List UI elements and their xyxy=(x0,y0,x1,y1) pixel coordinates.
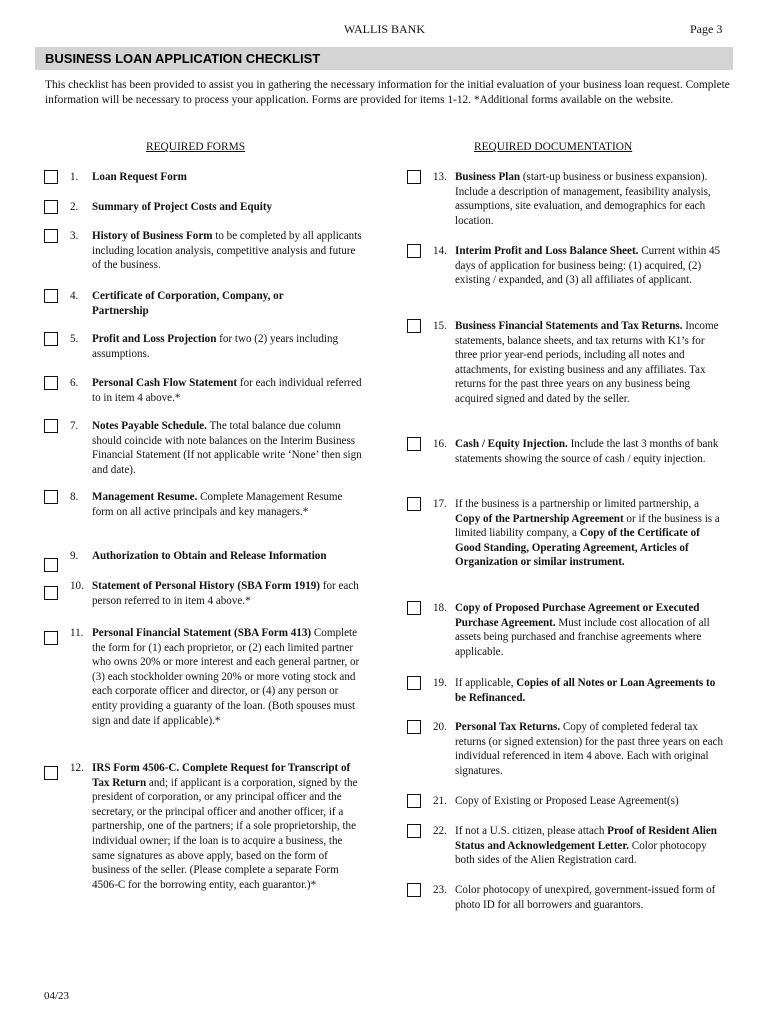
required-forms-heading: REQUIRED FORMS xyxy=(146,141,246,153)
item-text: Personal Tax Returns. Copy of completed federal tax returns (or signed extension) for the past three years on each individual referenced in item 4 above. Each with original signatures. xyxy=(455,721,723,777)
checklist-item xyxy=(407,794,727,809)
item-number: 4. xyxy=(70,290,79,302)
item-number: 14. xyxy=(433,245,447,257)
item-text: Cash / Equity Injection. Include the last 3 months of bank statements showing the source of cash / equity injection. xyxy=(455,438,719,465)
checklist-item xyxy=(407,824,727,868)
checkbox[interactable] xyxy=(44,558,58,572)
checkbox[interactable] xyxy=(44,376,58,390)
item-number: 22. xyxy=(433,825,447,837)
title-band xyxy=(35,47,733,70)
required-documentation-heading: REQUIRED DOCUMENTATION xyxy=(474,141,633,153)
item-text: Loan Request Form xyxy=(92,171,187,183)
page-number: Page 3 xyxy=(690,22,723,36)
checklist-item xyxy=(44,200,364,215)
checklist-item xyxy=(407,437,727,466)
checkbox[interactable] xyxy=(44,766,58,780)
revision-date: 04/23 xyxy=(44,990,70,1002)
checklist-item xyxy=(44,626,364,728)
item-number: 20. xyxy=(433,721,447,733)
item-text: Management Resume. Complete Management Resume form on all active principals and key managers.* xyxy=(92,491,343,518)
item-number: 13. xyxy=(433,171,447,183)
checklist-item xyxy=(407,319,727,407)
checkbox[interactable] xyxy=(44,419,58,433)
item-number: 17. xyxy=(433,498,447,510)
item-number: 2. xyxy=(70,201,79,213)
checklist-item xyxy=(407,170,727,228)
item-number: 8. xyxy=(70,491,79,503)
item-text: Authorization to Obtain and Release Information xyxy=(92,550,327,562)
item-text: Profit and Loss Projection for two (2) years including assumptions. xyxy=(92,333,339,360)
item-text: Copy of Proposed Purchase Agreement or Executed Purchase Agreement. Must include cost allocation of all assets being purchased and franchise agreements where applicable. xyxy=(455,602,710,658)
item-number: 11. xyxy=(70,627,84,639)
item-number: 21. xyxy=(433,795,447,807)
item-text: If applicable, Copies of all Notes or Loan Agreements to be Refinanced. xyxy=(455,677,716,704)
checkbox[interactable] xyxy=(44,586,58,600)
bank-name: WALLIS BANK xyxy=(344,22,425,36)
checkbox[interactable] xyxy=(44,170,58,184)
item-text: Summary of Project Costs and Equity xyxy=(92,201,273,213)
item-text: Notes Payable Schedule. The total balance due column should coincide with note balances on the Interim Business Financial Statement (If not applicable write ‘None’ then sign and date). xyxy=(92,420,362,476)
item-text: Interim Profit and Loss Balance Sheet. Current within 45 days of application for business being: (1) acquired, (2) existing / expanded, and (3) all affiliates of applicant. xyxy=(455,245,721,287)
item-number: 15. xyxy=(433,320,447,332)
item-number: 12. xyxy=(70,762,84,774)
item-number: 1. xyxy=(70,171,79,183)
item-text: Business Financial Statements and Tax Returns. Income statements, balance sheets, and tax returns with K1’s for three prior year-end periods, including all notes and attachments, for existing business and any affiliates. Tax returns for the past three years on any business being acquired signed and dated by the seller. xyxy=(455,320,719,405)
item-number: 19. xyxy=(433,677,447,689)
intro-paragraph: This checklist has been provided to assist you in gathering the necessary information for the initial evaluation of your business loan request. Complete information will be necessary to process your application. Forms are provided for items 1-12. *Additional forms available on the website. xyxy=(45,79,730,106)
item-text: Copy of Existing or Proposed Lease Agreement(s) xyxy=(455,795,679,807)
item-text: History of Business Form to be completed by all applicants including location analysis, competitive analysis and future of the business. xyxy=(92,230,362,272)
checkbox[interactable] xyxy=(407,601,421,615)
checkbox[interactable] xyxy=(407,676,421,690)
checkbox[interactable] xyxy=(407,244,421,258)
checkbox[interactable] xyxy=(407,883,421,897)
checklist-item xyxy=(44,229,364,273)
checkbox[interactable] xyxy=(407,720,421,734)
checkbox[interactable] xyxy=(407,170,421,184)
item-number: 9. xyxy=(70,550,79,562)
checklist-item xyxy=(44,761,364,892)
checkbox[interactable] xyxy=(407,794,421,808)
item-text: Business Plan (start-up business or business expansion). Include a description of management, feasibility analysis, assumptions, site evaluation, and demographics for each location. xyxy=(455,171,711,227)
checklist-item xyxy=(44,170,364,185)
checklist-item xyxy=(44,549,374,572)
item-text: Certificate of Corporation, Company, or Partnership xyxy=(92,290,284,317)
checklist-item xyxy=(44,289,364,318)
checkbox[interactable] xyxy=(407,824,421,838)
checklist-item xyxy=(44,579,364,608)
item-number: 23. xyxy=(433,884,447,896)
checklist-item xyxy=(407,720,727,778)
item-number: 3. xyxy=(70,230,79,242)
checkbox[interactable] xyxy=(407,319,421,333)
checkbox[interactable] xyxy=(44,289,58,303)
checklist-item xyxy=(407,601,727,659)
checklist-item xyxy=(407,676,727,705)
item-number: 6. xyxy=(70,377,79,389)
item-text: Color photocopy of unexpired, government-issued form of photo ID for all borrowers and guarantors. xyxy=(455,884,716,911)
item-text: If not a U.S. citizen, please attach Proof of Resident Alien Status and Acknowledgement Letter. Color photocopy both sides of the Alien Registration card. xyxy=(455,825,717,867)
checklist-item xyxy=(407,244,727,288)
item-text: If the business is a partnership or limited partnership, a Copy of the Partnership Agreement or if the business is a limited liability company, a Copy of the Certificate of Good Standing, Operating Agreement, Articles of Organization or similar instrument. xyxy=(455,498,720,569)
checklist-item xyxy=(44,490,364,519)
page-title: BUSINESS LOAN APPLICATION CHECKLIST xyxy=(45,51,321,66)
checklist-item xyxy=(44,332,364,361)
item-number: 7. xyxy=(70,420,79,432)
item-number: 10. xyxy=(70,580,84,592)
checklist-item xyxy=(44,419,364,477)
checkbox[interactable] xyxy=(407,437,421,451)
checkbox[interactable] xyxy=(44,631,58,645)
item-number: 18. xyxy=(433,602,447,614)
checkbox[interactable] xyxy=(44,490,58,504)
checkbox[interactable] xyxy=(407,497,421,511)
checklist-item xyxy=(407,883,727,912)
checkbox[interactable] xyxy=(44,332,58,346)
checkbox[interactable] xyxy=(44,229,58,243)
item-text: IRS Form 4506-C. Complete Request for Transcript of Tax Return and; if applicant is a corporation, signed by the president of corporation, or any principal officer and the secretary, or the principal officer and another officer, if a partnership, one of the partners; if a sole proprietorship, the individual owner; if the loan is to acquire a business, the same signatures as above apply, based on the form of business of the seller. (Please complete a separate Form 4506-C for the borrowing entity, each guarantor.)* xyxy=(92,762,358,891)
item-text: Personal Cash Flow Statement for each individual referred to in item 4 above.* xyxy=(92,377,362,404)
item-number: 5. xyxy=(70,333,79,345)
item-number: 16. xyxy=(433,438,447,450)
item-text: Personal Financial Statement (SBA Form 413) Complete the form for (1) each proprietor, or (2) each limited partner who owns 20% or more interest and each general partner, or (3) each stockholder owning 20% or more voting stock and each corporate officer and director, or (4) any person or entity providing a guaranty of the loan. (Both spouses must sign and date if applicable).* xyxy=(92,627,360,727)
checkbox[interactable] xyxy=(44,200,58,214)
checklist-item xyxy=(44,376,364,405)
checklist-item xyxy=(407,497,727,570)
item-text: Statement of Personal History (SBA Form 1919) for each person referred to in item 4 above.* xyxy=(92,580,359,607)
